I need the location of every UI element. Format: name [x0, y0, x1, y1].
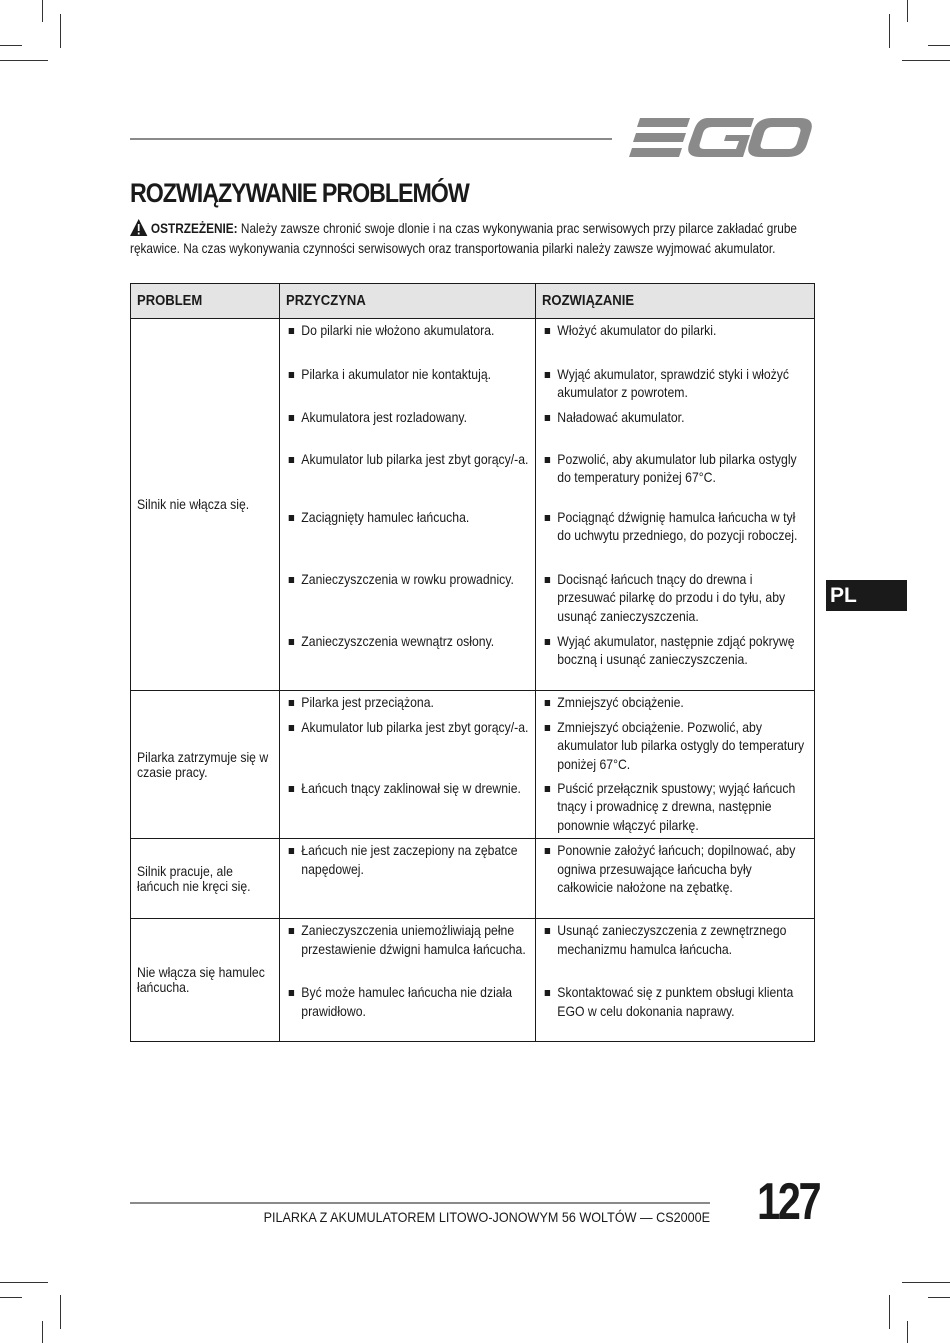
cause-item: Być może hamulec łańcucha nie działa prawidłowo.: [286, 984, 529, 1021]
crop-mark: [889, 1295, 890, 1329]
crop-mark: [928, 45, 950, 46]
cause-cell: [280, 839, 536, 919]
crop-mark: [0, 60, 48, 61]
cause-item: Pilarka jest przeciążona.: [286, 694, 529, 719]
warning-paragraph: [130, 219, 817, 257]
header-rule: [130, 138, 612, 140]
language-tab: PL: [826, 580, 907, 611]
cause-item: Zanieczyszczenia w rowku prowadnicy.: [286, 571, 529, 633]
crop-mark: [0, 1297, 22, 1298]
crop-mark: [928, 1297, 950, 1298]
warning-text: Należy zawsze chronić swoje dlonie i na czas wykonywania prac serwisowych przy pilarce zakładać grube rękawice. Na czas wykonywania czynności serwisowych oraz transportowania pilarki należy zawsze wyjmować akumulator.: [130, 221, 798, 256]
cause-item: Zanieczyszczenia uniemożliwiają pełne przestawienie dźwigni hamulca łańcucha.: [286, 922, 529, 984]
crop-mark: [42, 0, 43, 22]
solution-item: Wyjąć akumulator, sprawdzić styki i włożyć akumulator z powrotem.: [542, 366, 808, 409]
solution-item: Naładować akumulator.: [542, 409, 808, 451]
crop-mark: [907, 1321, 908, 1343]
solution-item: Ponownie założyć łańcuch; dopilnować, aby ogniwa przesuwające łańcucha były całkowicie nałożone na zębatkę.: [542, 842, 808, 897]
solution-cell: [536, 691, 815, 839]
crop-mark: [42, 1321, 43, 1343]
cause-item: Łańcuch nie jest zaczepiony na zębatce napędowej.: [286, 842, 529, 879]
header-cause: PRZYCZYNA: [280, 284, 536, 319]
cause-cell: [280, 319, 536, 691]
problem-cell: Silnik pracuje, ale łańcuch nie kręci się.: [131, 839, 280, 919]
problem-cell: Silnik nie włącza się.: [131, 319, 280, 691]
cause-item: Zaciągnięty hamulec łańcucha.: [286, 509, 529, 571]
crop-mark: [0, 1282, 48, 1283]
cause-item: Zanieczyszczenia wewnątrz osłony.: [286, 633, 529, 651]
solution-item: Zmniejszyć obciążenie.: [542, 694, 808, 719]
header-problem: PROBLEM: [131, 284, 280, 319]
footer-rule: [130, 1202, 710, 1204]
solution-item: Włożyć akumulator do pilarki.: [542, 322, 808, 366]
table-row: [131, 319, 815, 691]
solution-item: Pociągnąć dźwignię hamulca łańcucha w tył do uchwytu przedniego, do pozycji roboczej.: [542, 509, 808, 571]
crop-mark: [60, 1295, 61, 1329]
solution-item: Docisnąć łańcuch tnący do drewna i przesuwać pilarkę do przodu i do tyłu, aby usunąć zanieczyszczenia.: [542, 571, 808, 633]
cause-item: Pilarka i akumulator nie kontaktują.: [286, 366, 529, 409]
solution-item: Puścić przełącznik spustowy; wyjąć łańcuch tnący i prowadnicę z drewna, następnie ponownie włączyć pilarkę.: [542, 780, 808, 835]
crop-mark: [889, 14, 890, 48]
problem-cell: Nie włącza się hamulec łańcucha.: [131, 919, 280, 1042]
solution-item: Skontaktować się z punktem obsługi klienta EGO w celu dokonania naprawy.: [542, 984, 808, 1021]
table-row: [131, 839, 815, 919]
cause-item: Łańcuch tnący zaklinował się w drewnie.: [286, 780, 529, 798]
solution-item: Pozwolić, aby akumulator lub pilarka ostygly do temperatury poniżej 67°C.: [542, 451, 808, 509]
solution-item: Wyjąć akumulator, następnie zdjąć pokrywę boczną i usunąć zanieczyszczenia.: [542, 633, 808, 670]
solution-item: Zmniejszyć obciążenie. Pozwolić, aby akumulator lub pilarka ostygly do temperatury poniżej 67°C.: [542, 719, 808, 780]
crop-mark: [902, 60, 950, 61]
solution-cell: [536, 319, 815, 691]
page-number: 127: [757, 1173, 820, 1231]
cause-item: Akumulator lub pilarka jest zbyt gorący/-a.: [286, 719, 529, 780]
table-header-row: [131, 284, 815, 319]
cause-item: Akumulatora jest rozladowany.: [286, 409, 529, 451]
header-solution: ROZWIĄZANIE: [536, 284, 815, 319]
cause-item: Akumulator lub pilarka jest zbyt gorący/-a.: [286, 451, 529, 509]
page-title: ROZWIĄZYWANIE PROBLEMÓW: [130, 178, 469, 208]
troubleshooting-table: [130, 283, 815, 1042]
cause-cell: [280, 919, 536, 1042]
cause-item: Do pilarki nie włożono akumulatora.: [286, 322, 529, 366]
footer-product-name: PILARKA Z AKUMULATOREM LITOWO-JONOWYM 56 WOLTÓW — CS2000E: [263, 1209, 710, 1225]
problem-cell: Pilarka zatrzymuje się w czasie pracy.: [131, 691, 280, 839]
crop-mark: [902, 1282, 950, 1283]
ego-logo: [628, 116, 814, 160]
logo-text: EGO: [628, 116, 631, 117]
warning-label: OSTRZEŻENIE:: [150, 221, 238, 236]
crop-mark: [60, 14, 61, 48]
solution-cell: [536, 839, 815, 919]
solution-item: Usunąć zanieczyszczenia z zewnętrznego mechanizmu hamulca łańcucha.: [542, 922, 808, 984]
cause-cell: [280, 691, 536, 839]
table-row: [131, 691, 815, 839]
table-row: [131, 919, 815, 1042]
crop-mark: [0, 45, 22, 46]
warning-triangle-icon: [130, 219, 147, 240]
solution-cell: [536, 919, 815, 1042]
crop-mark: [907, 0, 908, 22]
